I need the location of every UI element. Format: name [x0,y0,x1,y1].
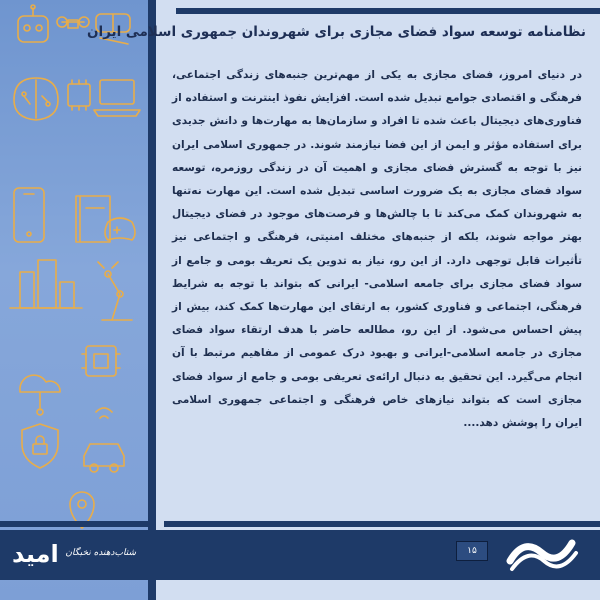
cloud-network-icon [20,375,60,415]
circuit-brain-icon [14,78,58,120]
drone-icon [57,17,89,28]
microchip-icon [82,346,120,376]
brand-name: امید [12,540,59,568]
page-number: ۱۵ [456,541,488,561]
page-title: نظامنامه توسعه سواد فضای مجازی برای شهروندان جمهوری اسلامی ایران [86,24,586,40]
bottom-rule-right [164,521,600,527]
body-paragraph: در دنیای امروز، فضای مجازی به یکی از مهم‌ترین جنبه‌های زندگی اجتماعی، فرهنگی و اقتصادی جوامع تبدیل شده است. افزایش نفوذ اینترنت و استفاده از فناوری‌های دیجیتال باعث شده تا افراد و سازمان‌ها به مهارت‌ها و دانش جدیدی برای استفاده مؤثر و ایمن از این فضا نیازمند شوند. در جمهوری اسلامی ایران نیز با توجه به گسترش فضای مجازی و اهمیت آن در زندگی روزمره، توسعه سواد فضای مجازی به یک ضرورت اساسی تبدیل شده است. این مهارت نه‌تنها به شهروندان کمک می‌کند تا با چالش‌ها و فرصت‌های موجود در فضای دیجیتال بهتر مواجه شوند، بلکه از جنبه‌های مختلف امنیتی، فرهنگی و اجتماعی نیز تأثیرات قابل توجهی دارد. از این رو، نیاز به تدوین یک تعریف بومی و جامع از سواد فضای مجازی برای جامعه اسلامی- ایرانی که بتواند با توجه به شرایط فرهنگی، اجتماعی و فناوری کشور، به ارتقای این مهارت‌ها کمک کند، بیش از پیش احساس می‌شود. از این رو، مطالعه حاضر با هدف ارتقاء سواد فضای مجازی در جامعه اسلامی-ایرانی و بهبود درک عمومی از مفاهیم مرتبط با آن انجام می‌گیرد. این تحقیق به دنبال ارائه‌ی تعریفی بومی و جامع از سواد فضای مجازی است که بتواند نیازهای خاص فرهنگی و اجتماعی جمهوری اسلامی ایران را پوشش دهد.... [172,69,582,430]
chip-icon [68,80,90,110]
laptop-icon [94,80,140,116]
robot-icon [18,5,48,42]
smart-city-icon [10,260,82,308]
bottom-rule-left [0,521,148,527]
shield-lock-icon [22,424,58,468]
connected-car-icon [84,408,124,472]
brand-logo-icon [500,531,584,577]
smartphone-icon [14,188,44,242]
sidebar-divider [148,0,156,600]
sidebar-illustration [0,0,148,600]
top-rule [176,8,600,14]
robot-arm-icon [98,262,132,320]
brand-tagline: شتاب‌دهنده نخبگان [65,548,136,558]
